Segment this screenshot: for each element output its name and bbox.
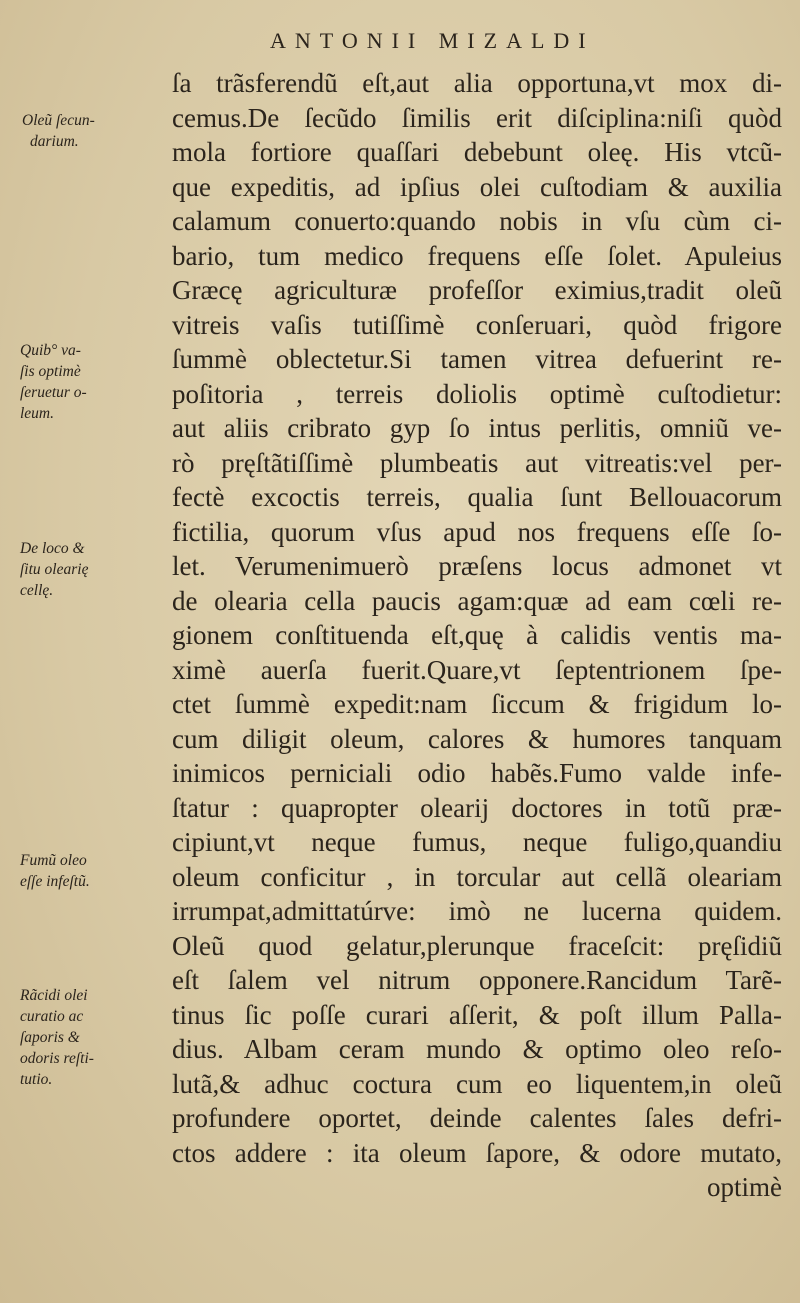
margin-notes bbox=[0, 0, 170, 1303]
text-line: cemus.De ſecũdo ſimilis erit diſciplina:niſi quòd bbox=[172, 102, 782, 133]
text-line: let. Verumenimuerò præſens locus admonet vt bbox=[172, 551, 782, 581]
margin-note-line: curatio ac bbox=[20, 1008, 84, 1025]
margin-note-line: ſis optimè bbox=[20, 363, 81, 380]
text-line: ctos addere : ita oleum ſapore, & odore mutato, bbox=[172, 1137, 782, 1168]
margin-note-line: cellę. bbox=[20, 582, 54, 599]
text-line: aut aliis cribrato gyp ſo intus perlitis, omniũ ve- bbox=[172, 413, 782, 443]
text-line: calamum conuerto:quando nobis in vſu cùm ci- bbox=[172, 206, 782, 236]
text-line: dius. Albam ceram mundo & optimo oleo reſo- bbox=[172, 1034, 782, 1064]
text-line: irrumpat,admittatúrve: imò ne lucerna quidem. bbox=[172, 896, 782, 926]
margin-note-line: Rãcidi olei bbox=[20, 987, 88, 1004]
margin-note-oleum-secundarium bbox=[22, 110, 95, 152]
text-line: rò pręſtãtiſſimè plumbeatis aut vitreatis:vel per- bbox=[172, 447, 782, 478]
margin-note-line: De loco & bbox=[20, 540, 85, 557]
text-line: cum diligit oleum, calores & humores tanquam bbox=[172, 723, 782, 754]
margin-note-line: leum. bbox=[20, 405, 55, 422]
text-line: inimicos perniciali odio habẽs.Fumo valde infe- bbox=[172, 758, 782, 788]
margin-note-quibus-vasis bbox=[20, 340, 87, 424]
text-line: ſtatur : quapropter olearij doctores in totũ præ- bbox=[172, 792, 782, 823]
text-line: eſt ſalem vel nitrum opponere.Rancidum Tarẽ- bbox=[172, 965, 782, 995]
text-line: oleum conficitur , in torcular aut cellã oleariam bbox=[172, 861, 782, 892]
margin-note-line: ſitu olearię bbox=[20, 561, 89, 578]
text-line: que expeditis, ad ipſius olei cuſtodiam & auxilia bbox=[172, 171, 782, 202]
margin-note-line: ſeruetur o- bbox=[20, 384, 87, 401]
text-line: gionem conſtituenda eſt,quę à calidis ventis ma- bbox=[172, 620, 782, 650]
catchword: optimè bbox=[707, 1172, 782, 1202]
text-line: fictilia, quorum vſus apud nos frequens eſſe ſo- bbox=[172, 516, 782, 547]
text-line: de olearia cella paucis agam:quæ ad eam cœli re- bbox=[172, 585, 782, 616]
text-line: fectè excoctis terreis, qualia ſunt Bellouacorum bbox=[172, 482, 782, 512]
margin-note-de-loco bbox=[20, 538, 88, 601]
text-line: ximè auerſa fuerit.Quare,vt ſeptentrionem ſpe- bbox=[172, 654, 782, 685]
text-line: Oleũ quod gelatur,plerunque fraceſcit: pręſidiũ bbox=[172, 930, 782, 961]
text-line: mola fortiore quaſſari debebunt oleę. His vtcũ- bbox=[172, 137, 782, 167]
margin-note-rancidi bbox=[20, 985, 94, 1090]
text-line: poſitoria , terreis doliolis optimè cuſtodietur: bbox=[172, 378, 782, 409]
text-line: tinus ſic poſſe curari aſſerit, & poſt illum Palla- bbox=[172, 999, 782, 1030]
margin-note-line: ſaporis & bbox=[20, 1029, 80, 1046]
text-line: bario, tum medico frequens eſſe ſolet. Apuleius bbox=[172, 240, 782, 271]
margin-note-line: Quib° va- bbox=[20, 342, 81, 359]
text-line: ſummè oblectetur.Si tamen vitrea defuerint re- bbox=[172, 344, 782, 374]
text-line: ctet ſummè expedit:nam ſiccum & frigidum lo- bbox=[172, 689, 782, 719]
text-line: lutã,& adhuc coctura cum eo liquentem,in oleũ bbox=[172, 1068, 782, 1099]
text-line: cipiunt,vt neque fumus, neque fuligo,quandiu bbox=[172, 827, 782, 857]
margin-note-line: Fumũ oleo bbox=[20, 852, 87, 869]
text-line: profundere oportet, deinde calentes ſales defri- bbox=[172, 1103, 782, 1133]
margin-note-line: darium. bbox=[30, 133, 79, 150]
margin-note-line: odoris reſti- bbox=[20, 1050, 94, 1067]
text-line: vitreis vaſis tutiſſimè conſeruari, quòd frigore bbox=[172, 309, 782, 340]
running-head: ANTONII MIZALDI bbox=[270, 28, 595, 53]
margin-note-fumum bbox=[20, 850, 90, 892]
body-text bbox=[172, 66, 782, 1205]
text-line: Græcę agriculturæ profeſſor eximius,tradit oleũ bbox=[172, 275, 782, 305]
text-line: ſa trãsferendũ eſt,aut alia opportuna,vt mox di- bbox=[172, 68, 782, 98]
margin-note-line: Oleũ ſecun- bbox=[22, 112, 95, 129]
margin-note-line: tutio. bbox=[20, 1071, 53, 1088]
margin-note-line: eſſe infeſtũ. bbox=[20, 873, 90, 890]
